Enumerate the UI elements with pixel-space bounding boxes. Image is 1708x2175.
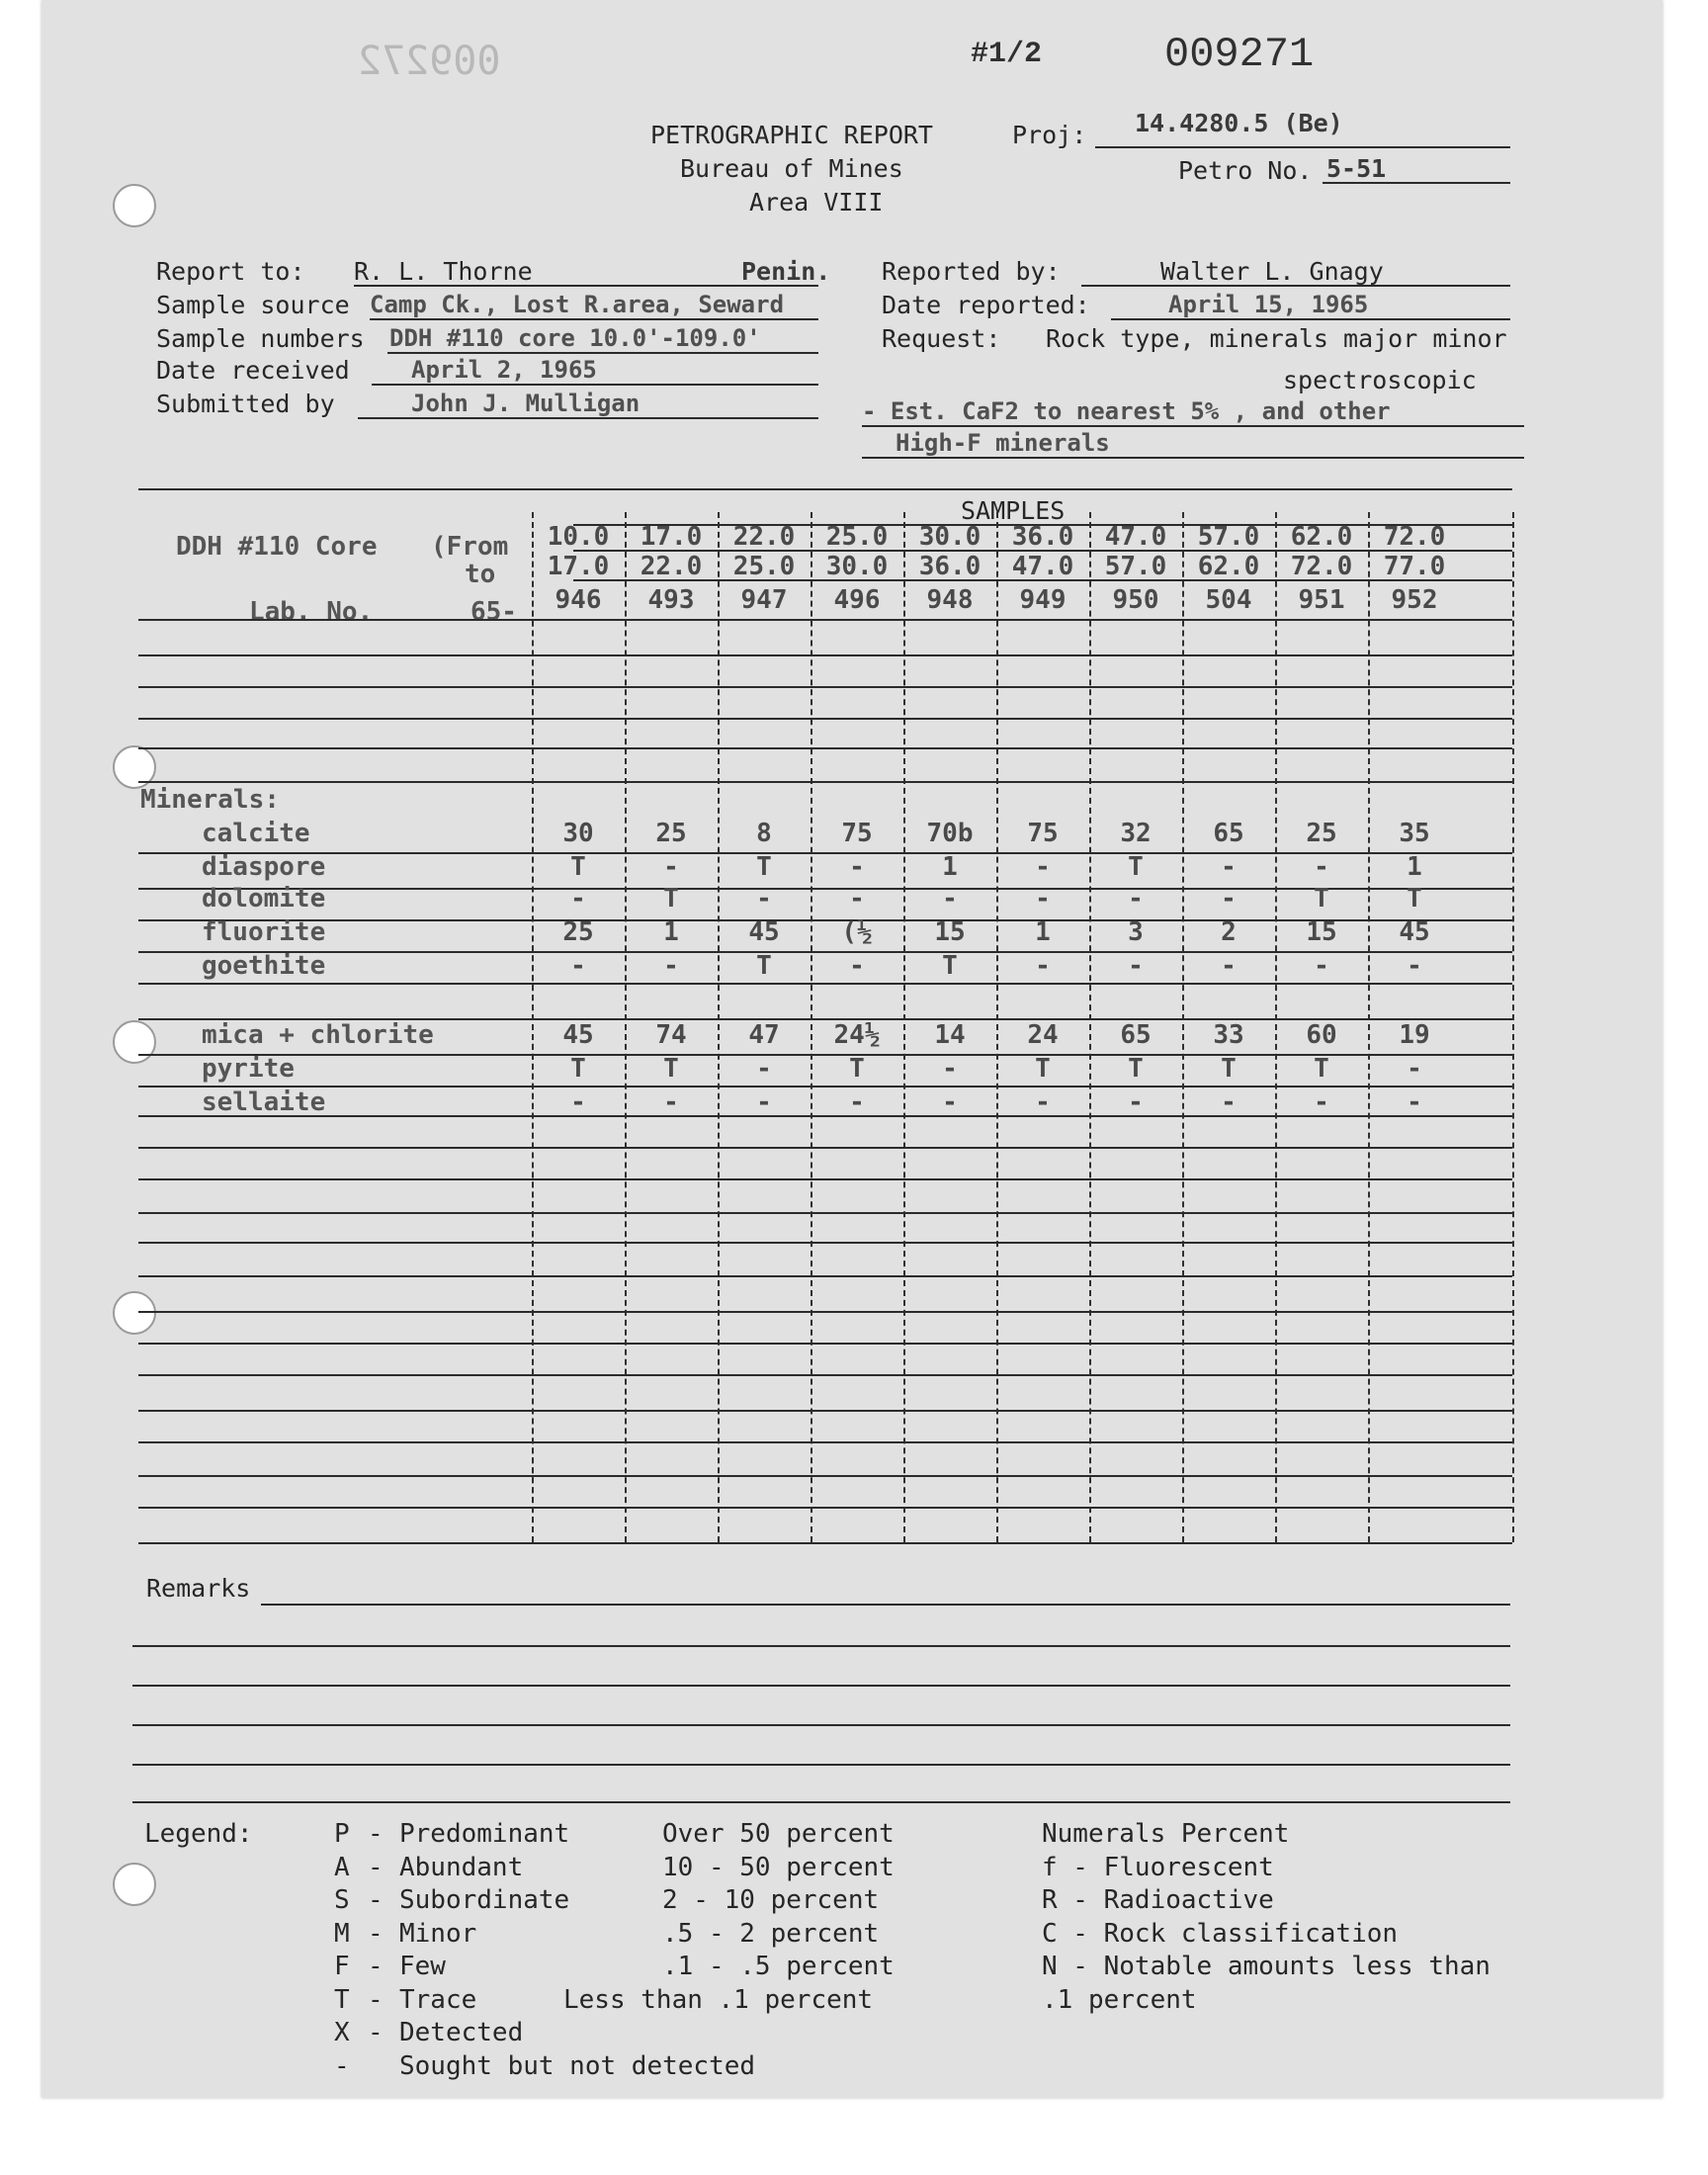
mineral-value-cell: - bbox=[1221, 951, 1237, 981]
mineral-value-cell: T bbox=[570, 1054, 586, 1084]
mineral-value-cell: - bbox=[849, 852, 865, 882]
mineral-value-cell: 75 bbox=[1027, 819, 1059, 848]
mineral-value-cell: 14 bbox=[934, 1020, 966, 1050]
legend-description: Detected bbox=[399, 2018, 524, 2047]
mineral-value-cell: 1 bbox=[942, 852, 958, 882]
table-top-rule bbox=[138, 488, 1512, 490]
mineral-value-cell: T bbox=[1035, 1054, 1051, 1084]
from-depth-cell: 72.0 bbox=[1383, 522, 1446, 552]
table-row-line bbox=[138, 654, 1512, 656]
reported-by-underline bbox=[1081, 285, 1510, 287]
mineral-value-cell: - bbox=[663, 951, 679, 981]
to-depth-cell: 17.0 bbox=[547, 552, 610, 581]
submitted-by-underline bbox=[358, 417, 818, 419]
mineral-value-cell: 1 bbox=[1407, 852, 1422, 882]
legend-range: .1 - .5 percent bbox=[662, 1952, 895, 1981]
mineral-value-cell: 45 bbox=[562, 1020, 594, 1050]
submitted-by-value: John J. Mulligan bbox=[411, 390, 640, 417]
request-note-2-underline bbox=[862, 457, 1524, 459]
sample-source-underline bbox=[370, 318, 818, 320]
table-row-line bbox=[138, 1242, 1512, 1244]
reported-by-label: Reported by: bbox=[882, 257, 1061, 286]
table-row-line bbox=[138, 686, 1512, 688]
mineral-value-cell: - bbox=[849, 1088, 865, 1117]
punch-hole-4 bbox=[113, 1291, 156, 1335]
legend-code: F bbox=[334, 1952, 350, 1981]
sample-numbers-label: Sample numbers bbox=[156, 324, 365, 353]
request-extra: spectroscopic bbox=[1283, 366, 1477, 394]
table-row-line bbox=[138, 1212, 1512, 1214]
mineral-name: mica + chlorite bbox=[202, 1020, 434, 1050]
mineral-value-cell: - bbox=[1128, 884, 1144, 914]
submitted-by-label: Submitted by bbox=[156, 390, 335, 418]
from-depth-cell: 57.0 bbox=[1197, 522, 1260, 552]
from-depth-cell: 17.0 bbox=[640, 522, 703, 552]
mineral-value-cell: T bbox=[1314, 1054, 1329, 1084]
to-depth-cell: 57.0 bbox=[1104, 552, 1167, 581]
table-row-line bbox=[138, 1542, 1512, 1544]
mineral-value-cell: - bbox=[756, 884, 772, 914]
legend-code: P bbox=[334, 1819, 350, 1849]
mineral-value-cell: - bbox=[756, 1054, 772, 1084]
mineral-value-cell: - bbox=[663, 852, 679, 882]
mineral-value-cell: - bbox=[942, 884, 958, 914]
lab-number-cell: 950 bbox=[1112, 585, 1159, 615]
mineral-value-cell: 70b bbox=[926, 819, 974, 848]
legend-description: Sought but not detected bbox=[399, 2050, 756, 2081]
mineral-value-cell: - bbox=[1314, 1088, 1329, 1117]
mineral-value-cell: - bbox=[570, 1088, 586, 1117]
mineral-value-cell: - bbox=[663, 1088, 679, 1117]
mineral-value-cell: T bbox=[663, 884, 679, 914]
remarks-line-6 bbox=[132, 1801, 1510, 1803]
report-to-value: R. L. Thorne bbox=[354, 257, 533, 286]
sample-numbers-underline bbox=[387, 352, 818, 354]
table-row-line bbox=[138, 1410, 1512, 1412]
mineral-value-cell: 24½ bbox=[833, 1020, 881, 1050]
legend-label: Legend: bbox=[144, 1819, 253, 1849]
mineral-value-cell: - bbox=[1035, 951, 1051, 981]
legend-separator: - bbox=[368, 1918, 384, 1949]
table-row-line bbox=[138, 1147, 1512, 1149]
table-row-line bbox=[138, 1275, 1512, 1277]
mineral-value-cell: - bbox=[1407, 1088, 1422, 1117]
from-label: (From bbox=[431, 532, 509, 562]
mineral-value-cell: T bbox=[849, 1054, 865, 1084]
date-received-label: Date received bbox=[156, 356, 350, 385]
mineral-name: diaspore bbox=[202, 852, 326, 882]
legend-description: Predominant bbox=[399, 1819, 570, 1849]
table-row-line bbox=[138, 781, 1512, 783]
table-row-line bbox=[138, 747, 1512, 749]
from-depth-cell: 36.0 bbox=[1011, 522, 1074, 552]
mineral-value-cell: - bbox=[1221, 884, 1237, 914]
mineral-value-cell: 30 bbox=[562, 819, 594, 848]
to-label: to bbox=[465, 560, 496, 589]
core-label: DDH #110 Core bbox=[176, 532, 378, 562]
to-depth-cell: 30.0 bbox=[825, 552, 889, 581]
mineral-value-cell: 25 bbox=[562, 917, 594, 947]
sample-source-label: Sample source bbox=[156, 291, 350, 319]
mineral-value-cell: - bbox=[942, 1054, 958, 1084]
mineral-value-cell: 15 bbox=[934, 917, 966, 947]
legend-note: R - Radioactive bbox=[1042, 1885, 1274, 1915]
to-depth-cell: 62.0 bbox=[1197, 552, 1260, 581]
petro-underline bbox=[1323, 182, 1510, 184]
petro-value: 5-51 bbox=[1326, 154, 1387, 183]
mineral-value-cell: 60 bbox=[1306, 1020, 1337, 1050]
sample-numbers-value: DDH #110 core 10.0'-109.0' bbox=[389, 324, 761, 352]
mineral-value-cell: - bbox=[1221, 852, 1237, 882]
request-value: Rock type, minerals major minor bbox=[1046, 324, 1507, 353]
legend-range: 2 - 10 percent bbox=[662, 1885, 880, 1915]
legend-code: X bbox=[334, 2018, 350, 2047]
mineral-value-cell: 33 bbox=[1213, 1020, 1244, 1050]
mineral-value-cell: T bbox=[1221, 1054, 1237, 1084]
mineral-value-cell: T bbox=[756, 951, 772, 981]
petro-label: Petro No. bbox=[1178, 156, 1313, 185]
reported-by-value: Walter L. Gnagy bbox=[1160, 257, 1384, 286]
date-reported-value: April 15, 1965 bbox=[1168, 291, 1369, 318]
legend-separator: - bbox=[368, 1885, 384, 1915]
mineral-value-cell: 1 bbox=[663, 917, 679, 947]
date-received-underline bbox=[372, 384, 818, 386]
legend-separator: - bbox=[368, 2018, 384, 2047]
mineral-value-cell: T bbox=[1128, 1054, 1144, 1084]
mineral-value-cell: - bbox=[942, 1088, 958, 1117]
sample-source-value: Camp Ck., Lost R.area, Seward bbox=[370, 291, 785, 318]
mineral-value-cell: 25 bbox=[1306, 819, 1337, 848]
report-to-label: Report to: bbox=[156, 257, 305, 286]
mineral-name: fluorite bbox=[202, 917, 326, 947]
table-row-line bbox=[138, 619, 1512, 621]
punch-hole-5 bbox=[113, 1863, 156, 1906]
punch-hole-1 bbox=[113, 184, 156, 227]
mineral-value-cell: - bbox=[849, 951, 865, 981]
mineral-value-cell: 24 bbox=[1027, 1020, 1059, 1050]
mineral-value-cell: 32 bbox=[1120, 819, 1152, 848]
mineral-value-cell: - bbox=[570, 884, 586, 914]
request-label: Request: bbox=[882, 324, 1001, 353]
mineral-value-cell: 47 bbox=[748, 1020, 780, 1050]
table-column-line bbox=[1512, 512, 1514, 1542]
lab-number-cell: 493 bbox=[647, 585, 695, 615]
mineral-value-cell: 65 bbox=[1120, 1020, 1152, 1050]
mineral-value-cell: - bbox=[570, 951, 586, 981]
mineral-value-cell: - bbox=[1035, 852, 1051, 882]
to-depth-cell: 77.0 bbox=[1383, 552, 1446, 581]
legend-range: Over 50 percent bbox=[662, 1819, 895, 1849]
mineral-name: dolomite bbox=[202, 884, 326, 914]
remarks-label: Remarks bbox=[146, 1574, 251, 1603]
mineral-value-cell: 45 bbox=[748, 917, 780, 947]
mineral-value-cell: - bbox=[756, 1088, 772, 1117]
from-depth-cell: 22.0 bbox=[732, 522, 796, 552]
legend-range: Less than .1 percent bbox=[563, 1984, 874, 2015]
lab-number-cell: 504 bbox=[1205, 585, 1252, 615]
mineral-value-cell: - bbox=[1221, 1088, 1237, 1117]
legend-code: M bbox=[334, 1918, 350, 1949]
from-depth-cell: 62.0 bbox=[1290, 522, 1353, 552]
from-depth-cell: 47.0 bbox=[1104, 522, 1167, 552]
mineral-value-cell: 25 bbox=[655, 819, 687, 848]
to-depth-cell: 72.0 bbox=[1290, 552, 1353, 581]
legend-code: A bbox=[334, 1852, 350, 1882]
mineral-value-cell: T bbox=[942, 951, 958, 981]
mineral-value-cell: 65 bbox=[1213, 819, 1244, 848]
mineral-value-cell: T bbox=[663, 1054, 679, 1084]
lab-number-cell: 948 bbox=[926, 585, 974, 615]
from-depth-cell: 30.0 bbox=[918, 522, 982, 552]
lab-number-cell: 946 bbox=[555, 585, 602, 615]
report-title: PETROGRAPHIC REPORT bbox=[650, 121, 933, 149]
lab-number-cell: 947 bbox=[740, 585, 788, 615]
document-page bbox=[42, 0, 1663, 2098]
mineral-value-cell: 1 bbox=[1035, 917, 1051, 947]
remarks-line-5 bbox=[132, 1764, 1510, 1766]
lab-number-cell: 496 bbox=[833, 585, 881, 615]
mineral-value-cell: - bbox=[1314, 951, 1329, 981]
table-row-line bbox=[138, 1115, 1512, 1117]
page-mark: #1/2 bbox=[971, 38, 1043, 71]
lab-label: Lab. No. bbox=[249, 597, 374, 627]
mineral-value-cell: - bbox=[1035, 1088, 1051, 1117]
table-row-line bbox=[138, 1178, 1512, 1180]
proj-underline bbox=[1095, 146, 1510, 148]
report-area: Area VIII bbox=[749, 188, 884, 217]
mineral-value-cell: T bbox=[756, 852, 772, 882]
faded-serial-number: 009272 bbox=[358, 39, 501, 84]
date-reported-underline bbox=[1111, 318, 1510, 320]
legend-description: Trace bbox=[399, 1984, 477, 2015]
legend-description: Subordinate bbox=[399, 1885, 570, 1915]
samples-title: SAMPLES bbox=[961, 496, 1066, 525]
mineral-value-cell: 35 bbox=[1399, 819, 1430, 848]
legend-range: .5 - 2 percent bbox=[662, 1918, 880, 1949]
request-note-1-underline bbox=[862, 425, 1524, 427]
legend-separator: - bbox=[368, 1984, 384, 2015]
remarks-line-3 bbox=[132, 1685, 1510, 1687]
table-row-line bbox=[138, 718, 1512, 720]
proj-value: 14.4280.5 (Be) bbox=[1135, 109, 1343, 137]
mineral-value-cell: 45 bbox=[1399, 917, 1430, 947]
from-depth-cell: 25.0 bbox=[825, 522, 889, 552]
mineral-value-cell: 15 bbox=[1306, 917, 1337, 947]
request-note-2: High-F minerals bbox=[896, 429, 1110, 457]
lab-number-cell: 952 bbox=[1391, 585, 1438, 615]
mineral-value-cell: T bbox=[1407, 884, 1422, 914]
legend-code: S bbox=[334, 1885, 350, 1915]
mineral-value-cell: - bbox=[1128, 951, 1144, 981]
legend-note: C - Rock classification bbox=[1042, 1918, 1399, 1949]
mineral-value-cell: 8 bbox=[756, 819, 772, 848]
mineral-value-cell: - bbox=[1128, 1088, 1144, 1117]
to-depth-cell: 47.0 bbox=[1011, 552, 1074, 581]
mineral-value-cell: T bbox=[570, 852, 586, 882]
lab-prefix: 65- bbox=[470, 597, 517, 627]
mineral-value-cell: 19 bbox=[1399, 1020, 1430, 1050]
from-depth-cell: 10.0 bbox=[547, 522, 610, 552]
table-row-line bbox=[138, 983, 1512, 985]
legend-description: Minor bbox=[399, 1918, 477, 1949]
legend-range: 10 - 50 percent bbox=[662, 1852, 895, 1882]
sample-source-suffix: Penin. bbox=[741, 257, 831, 286]
mineral-value-cell: 2 bbox=[1221, 917, 1237, 947]
legend-separator: - bbox=[368, 1819, 384, 1849]
date-reported-label: Date reported: bbox=[882, 291, 1090, 319]
mineral-value-cell: T bbox=[1128, 852, 1144, 882]
legend-separator: - bbox=[368, 1852, 384, 1882]
mineral-value-cell: (½ bbox=[841, 917, 873, 947]
legend-note: .1 percent bbox=[1042, 1984, 1197, 2015]
request-note-1: - Est. CaF2 to nearest 5% , and other bbox=[862, 397, 1391, 425]
legend-description: Few bbox=[399, 1952, 446, 1981]
legend-note: f - Fluorescent bbox=[1042, 1852, 1274, 1882]
legend-note: Numerals Percent bbox=[1042, 1819, 1290, 1849]
table-row-line bbox=[138, 1086, 1512, 1088]
mineral-value-cell: - bbox=[1407, 1054, 1422, 1084]
legend-description: Abundant bbox=[399, 1852, 524, 1882]
remarks-line-2 bbox=[132, 1645, 1510, 1647]
mineral-name: sellaite bbox=[202, 1088, 326, 1117]
mineral-name: goethite bbox=[202, 951, 326, 981]
mineral-value-cell: - bbox=[1314, 852, 1329, 882]
mineral-value-cell: 74 bbox=[655, 1020, 687, 1050]
punch-hole-3 bbox=[113, 1020, 156, 1064]
proj-label: Proj: bbox=[1012, 121, 1087, 149]
report-to-underline bbox=[354, 285, 818, 287]
minerals-label: Minerals: bbox=[140, 785, 280, 815]
mineral-value-cell: - bbox=[1035, 884, 1051, 914]
remarks-line-1 bbox=[261, 1604, 1510, 1606]
to-depth-cell: 25.0 bbox=[732, 552, 796, 581]
legend-separator: - bbox=[368, 1952, 384, 1981]
table-row-line bbox=[138, 1507, 1512, 1509]
date-received-value: April 2, 1965 bbox=[411, 356, 597, 384]
mineral-name: pyrite bbox=[202, 1054, 295, 1084]
serial-number: 009271 bbox=[1164, 31, 1315, 78]
remarks-line-4 bbox=[132, 1724, 1510, 1726]
mineral-value-cell: 3 bbox=[1128, 917, 1144, 947]
mineral-value-cell: T bbox=[1314, 884, 1329, 914]
table-row-line bbox=[138, 1343, 1512, 1345]
legend-code: - bbox=[334, 2050, 350, 2081]
to-depth-cell: 22.0 bbox=[640, 552, 703, 581]
table-row-line bbox=[138, 1374, 1512, 1376]
table-row-line bbox=[138, 1311, 1512, 1313]
to-depth-cell: 36.0 bbox=[918, 552, 982, 581]
mineral-value-cell: - bbox=[1407, 951, 1422, 981]
legend-note: N - Notable amounts less than bbox=[1042, 1952, 1491, 1981]
table-row-line bbox=[138, 1441, 1512, 1443]
mineral-value-cell: 75 bbox=[841, 819, 873, 848]
table-row-line bbox=[138, 1475, 1512, 1477]
mineral-name: calcite bbox=[202, 819, 310, 848]
legend-code: T bbox=[334, 1984, 350, 2015]
lab-number-cell: 951 bbox=[1298, 585, 1345, 615]
mineral-value-cell: - bbox=[849, 884, 865, 914]
report-org: Bureau of Mines bbox=[680, 154, 903, 183]
lab-number-cell: 949 bbox=[1019, 585, 1067, 615]
